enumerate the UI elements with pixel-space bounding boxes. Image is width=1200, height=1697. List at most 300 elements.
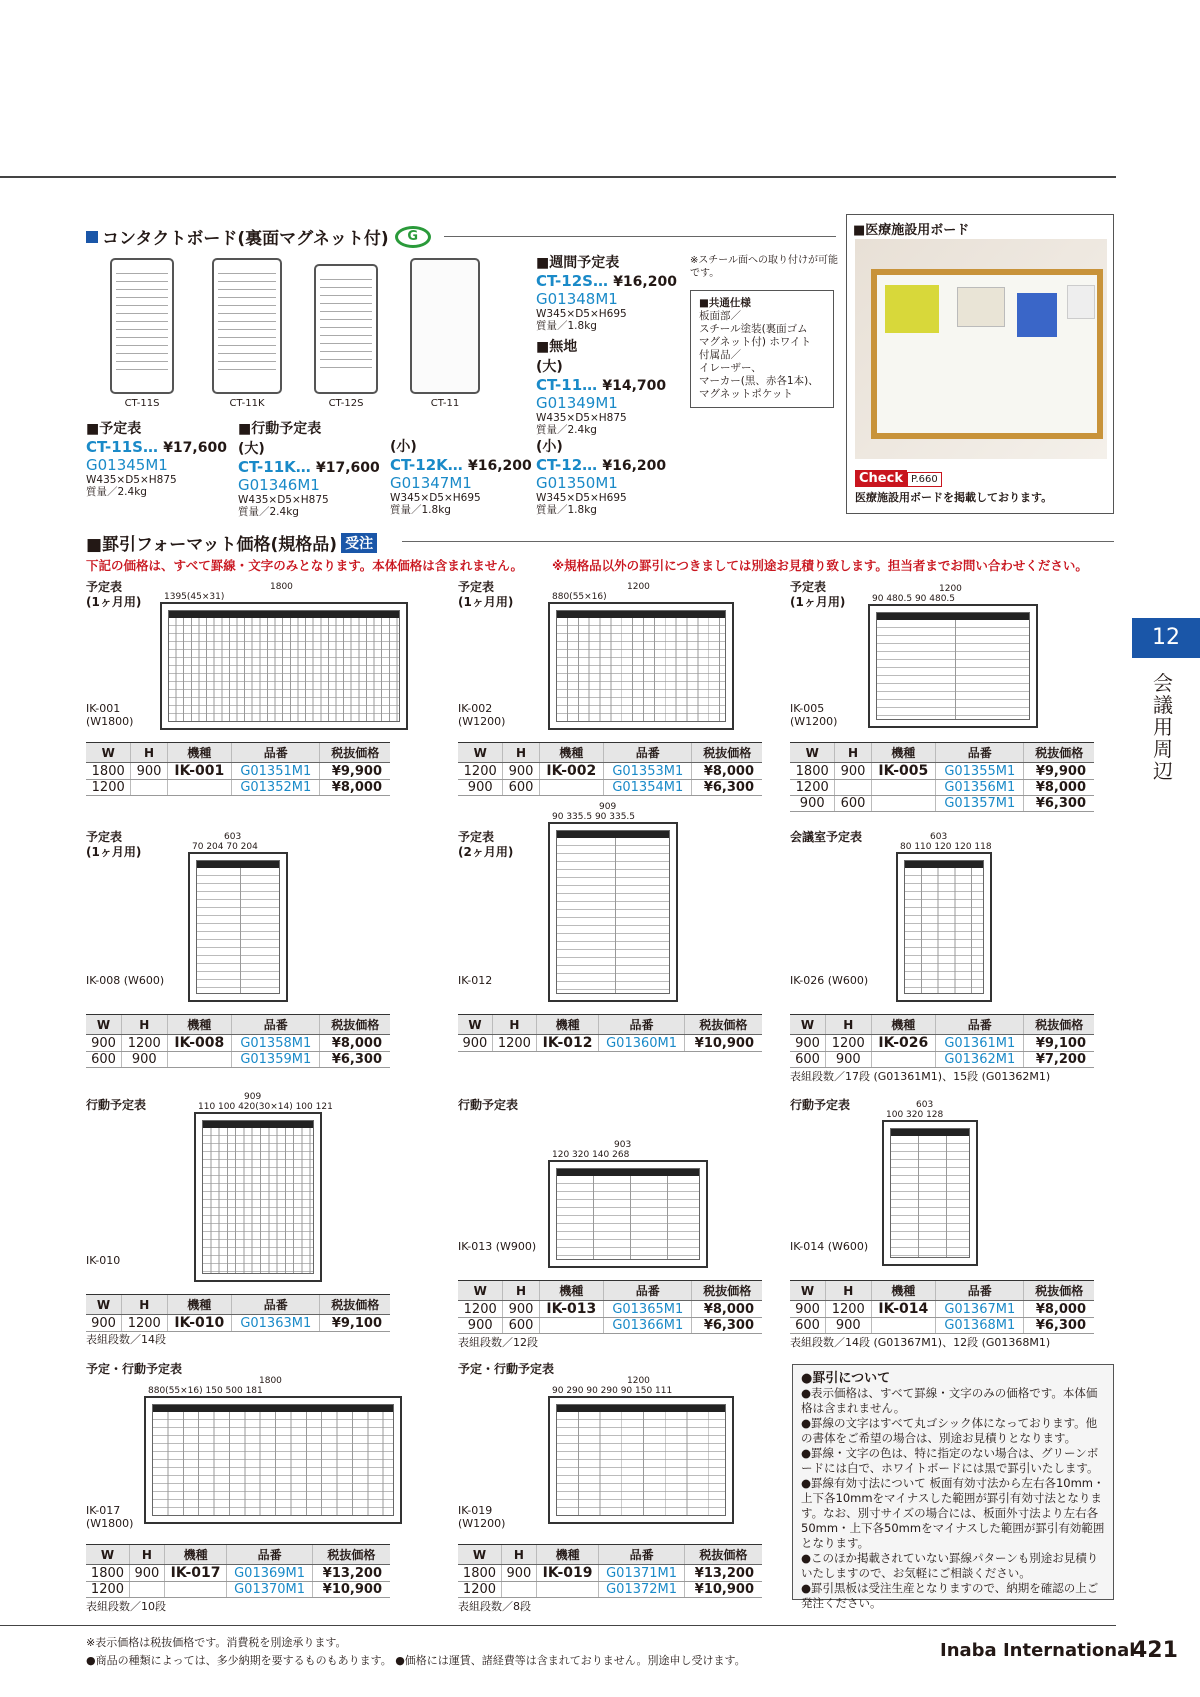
product-ct-11s: ■予定表 CT-11S… ¥17,600 G01345M1 W435×D5×H875 質量／2.4kg	[86, 421, 227, 498]
table-row	[458, 1565, 762, 1582]
table-header: 品番	[232, 1295, 320, 1315]
table-cell: 1200	[458, 763, 503, 780]
dimension-detail: 120 320 140 268	[552, 1150, 630, 1160]
table-header: H	[826, 1281, 871, 1301]
table-cell: G01372M1	[599, 1582, 685, 1598]
table-cell	[501, 1582, 536, 1598]
format-header-bar	[877, 613, 1029, 620]
table-cell: 1800	[86, 763, 131, 780]
order-badge: 受注	[341, 533, 377, 553]
format-board	[160, 602, 408, 730]
table-cell: ¥9,100	[320, 1315, 390, 1332]
table-cell: 1200	[492, 1035, 536, 1052]
table-cell: ¥8,000	[1024, 1301, 1094, 1318]
table-row-count-note: 表組段数／14段 (G01367M1)、12段 (G01368M1)	[790, 1336, 1051, 1349]
table-cell: G01356M1	[936, 780, 1024, 796]
table-cell: ¥13,200	[312, 1565, 390, 1582]
table-cell: 600	[790, 1052, 826, 1068]
table-header: W	[790, 1015, 826, 1035]
table-cell: 600	[503, 1318, 539, 1334]
table-cell: ¥6,300	[320, 1052, 390, 1068]
table-row	[86, 780, 390, 796]
table-row	[790, 1301, 1094, 1318]
table-header: 機種	[539, 1281, 604, 1301]
dimension-detail: 880(55×16)	[552, 592, 607, 602]
check-page-ref: P.660	[907, 472, 942, 487]
table-header: 税抜価格	[320, 1015, 390, 1035]
table-cell: ¥10,900	[312, 1582, 390, 1598]
table-row	[790, 1052, 1094, 1068]
table-cell: 900	[129, 1565, 164, 1582]
table-header: W	[458, 743, 503, 763]
table-row	[86, 1052, 390, 1068]
section-rule	[444, 236, 836, 237]
format-header-bar	[557, 1169, 699, 1176]
dimension-detail: 80 110 120 120 118	[900, 842, 992, 852]
table-cell: 900	[458, 1318, 503, 1334]
format-grid-area	[876, 612, 1030, 720]
notice-box	[792, 1364, 1114, 1610]
board-ct-12s	[314, 264, 378, 394]
table-header: W	[790, 1281, 826, 1301]
table-cell: 900	[458, 1035, 492, 1052]
table-cell: G01361M1	[936, 1035, 1024, 1052]
board-ct-11s	[110, 258, 174, 394]
table-cell: G01368M1	[936, 1318, 1024, 1334]
price-table	[458, 742, 762, 796]
table-cell: G01371M1	[599, 1565, 685, 1582]
table-cell: G01369M1	[227, 1565, 313, 1582]
footer-note-1: ※表示価格は税抜価格です。消費税を別途承ります。	[86, 1636, 347, 1649]
dimension-detail: 100 320 128	[886, 1110, 944, 1120]
table-cell: ¥8,000	[692, 1301, 762, 1318]
price-table	[86, 1294, 390, 1332]
price-table	[86, 1014, 390, 1068]
table-header: H	[129, 1545, 164, 1565]
table-header: 品番	[936, 1015, 1024, 1035]
table-header: W	[86, 1295, 122, 1315]
table-cell: 900	[503, 1301, 539, 1318]
table-cell: ¥8,000	[1024, 780, 1094, 796]
table-cell: G01357M1	[936, 796, 1024, 812]
table-cell: G01352M1	[232, 780, 320, 796]
price-table	[790, 1014, 1094, 1068]
table-cell: IK-010	[167, 1315, 232, 1332]
table-cell	[871, 796, 936, 812]
dimension-width: 909	[599, 802, 617, 812]
chapter-label: 会議用周辺	[1153, 671, 1173, 783]
table-header: H	[503, 1281, 539, 1301]
table-cell: 900	[86, 1035, 122, 1052]
dimension-detail: 90 335.5 90 335.5	[552, 812, 636, 822]
dimension-width: 1200	[627, 582, 650, 592]
spec-line: マーカー(黒、赤各1本)、	[699, 375, 819, 387]
format-header-bar	[169, 611, 399, 618]
spec-line: スチール塗装(裏面ゴム	[699, 323, 808, 335]
format-grid	[197, 868, 279, 993]
spec-line: 板面部／	[699, 310, 741, 322]
chart-title: 予定表 (1ヶ月用)	[458, 580, 514, 609]
table-header: 税抜価格	[684, 1545, 762, 1565]
table-cell: 900	[835, 763, 871, 780]
table-cell: 1800	[790, 763, 835, 780]
table-header: 品番	[604, 1281, 692, 1301]
format-grid	[169, 618, 399, 721]
notice-item: ●罫線・文字の色は、特に指定のない場合は、グリーンボードには白で、ホワイトボードには黒で罫引いたします。	[801, 1446, 1099, 1475]
table-header: H	[122, 1295, 167, 1315]
table-header: 税抜価格	[320, 1295, 390, 1315]
table-header: W	[458, 1545, 501, 1565]
dimension-width: 903	[614, 1140, 632, 1150]
table-header: W	[790, 743, 835, 763]
common-spec-title: ■共通仕様	[699, 297, 751, 309]
table-cell: G01359M1	[232, 1052, 320, 1068]
chart-model-label: IK-012	[458, 974, 493, 987]
dimension-width: 1800	[270, 582, 293, 592]
chart-title: 予定・行動予定表	[86, 1362, 183, 1376]
brand-name: Inaba International	[940, 1640, 1136, 1661]
table-header: W	[86, 1015, 122, 1035]
table-row-count-note: 表組段数／10段	[86, 1600, 166, 1613]
price-table	[458, 1280, 762, 1334]
check-link[interactable]	[855, 467, 942, 486]
table-header: 品番	[232, 1015, 320, 1035]
table-cell: IK-013	[539, 1301, 604, 1318]
table-cell: 1200	[790, 780, 835, 796]
chart-title: 予定表 (1ヶ月用)	[790, 580, 846, 609]
table-header: H	[131, 743, 167, 763]
table-cell: G01360M1	[599, 1035, 685, 1052]
table-cell: 900	[122, 1052, 167, 1068]
product-plain: ■無地 (大) CT-11… ¥14,700 G01349M1 W435×D5×H875 質量／2.4kg (小) CT-12… ¥16,200 G01350M1 W345×D5×H695 質量／1.8kg	[536, 339, 667, 516]
table-header: W	[458, 1015, 492, 1035]
format-grid-area	[556, 1168, 700, 1260]
table-cell: 900	[790, 1301, 826, 1318]
table-header: W	[86, 1545, 129, 1565]
price-note: 下記の価格は、すべて罫線・文字のみとなります。本体価格は含まれません。	[86, 558, 524, 573]
board-label: CT-11K	[229, 398, 265, 409]
table-cell: 1200	[122, 1315, 167, 1332]
table-header: W	[458, 1281, 503, 1301]
table-header: 機種	[167, 743, 232, 763]
section-rule	[402, 541, 1114, 542]
table-row-count-note: 表組段数／14段	[86, 1333, 166, 1346]
section-format-title	[86, 530, 377, 555]
format-header-bar	[905, 861, 983, 868]
table-cell	[835, 780, 871, 796]
format-header-bar	[153, 1405, 393, 1412]
medical-board-photo	[855, 239, 1107, 459]
table-cell: ¥9,900	[1024, 763, 1094, 780]
board-label: CT-11	[430, 398, 460, 409]
table-cell: G01351M1	[232, 763, 320, 780]
table-row	[458, 1318, 762, 1334]
table-row	[790, 796, 1094, 812]
chart-title: 会議室予定表	[790, 830, 863, 844]
table-row	[86, 1035, 390, 1052]
table-row-count-note: 表組段数／12段	[458, 1336, 538, 1349]
table-row	[86, 1565, 390, 1582]
table-cell: 1800	[458, 1565, 501, 1582]
table-cell: IK-001	[167, 763, 232, 780]
table-cell: 900	[86, 1315, 122, 1332]
format-grid-area	[152, 1404, 394, 1516]
table-header: 税抜価格	[692, 743, 762, 763]
table-cell	[131, 780, 167, 796]
square-bullet-icon	[86, 231, 98, 243]
format-header-bar	[891, 1129, 969, 1136]
table-row	[790, 1035, 1094, 1052]
table-row	[458, 1035, 762, 1052]
chart-model-label: IK-019 (W1200)	[458, 1504, 506, 1530]
page-number: 421	[1132, 1638, 1178, 1663]
table-header: 品番	[599, 1545, 685, 1565]
chapter-tab[interactable]: 12	[1132, 618, 1200, 658]
table-cell: ¥9,100	[1024, 1035, 1094, 1052]
table-cell: G01365M1	[604, 1301, 692, 1318]
custom-note: ※規格品以外の罫引につきましては別途お見積り致します。担当者までお問い合わせください。	[552, 558, 1088, 573]
table-cell: G01370M1	[227, 1582, 313, 1598]
medical-caption: 医療施設用ボードを掲載しております。	[855, 491, 1053, 504]
format-grid	[153, 1412, 393, 1515]
table-header: 税抜価格	[692, 1281, 762, 1301]
table-cell: IK-019	[536, 1565, 598, 1582]
table-row	[86, 1315, 390, 1332]
table-header: 税抜価格	[1024, 1015, 1094, 1035]
price-table	[458, 1014, 762, 1052]
format-board	[882, 1120, 978, 1266]
section-title-text: ■罫引フォーマット価格(規格品)	[86, 535, 338, 555]
table-cell: ¥6,300	[1024, 796, 1094, 812]
table-cell: G01367M1	[936, 1301, 1024, 1318]
format-header-bar	[203, 1121, 313, 1128]
table-row-count-note: 表組段数／8段	[458, 1600, 531, 1613]
table-cell	[167, 1052, 232, 1068]
dimension-detail: 880(55×16) 150 500 181	[148, 1386, 263, 1396]
table-cell: 900	[501, 1565, 536, 1582]
format-header-bar	[557, 831, 669, 838]
green-purchase-mark-icon: G	[395, 226, 431, 248]
dimension-detail: 70 204 70 204	[192, 842, 258, 852]
format-board	[868, 604, 1038, 728]
dimension-detail: 90 290 90 290 90 150 111	[552, 1386, 673, 1396]
table-cell: G01353M1	[604, 763, 692, 780]
chart-model-label: IK-005 (W1200)	[790, 702, 838, 728]
board-ct-11k	[212, 258, 282, 394]
price-table	[86, 1544, 390, 1598]
table-cell: ¥8,000	[320, 780, 390, 796]
notice-title: ●罫引について	[801, 1371, 891, 1386]
medical-board-box	[846, 214, 1114, 514]
chart-title: 予定表 (1ヶ月用)	[86, 830, 142, 859]
table-header: 機種	[167, 1295, 232, 1315]
dimension-detail: 1395(45×31)	[164, 592, 225, 602]
table-cell: ¥7,200	[1024, 1052, 1094, 1068]
table-cell: G01363M1	[232, 1315, 320, 1332]
format-board	[548, 1396, 734, 1524]
format-board	[188, 852, 288, 1002]
chart-title: 行動予定表	[86, 1098, 147, 1112]
table-header: 税抜価格	[1024, 743, 1094, 763]
price-table	[458, 1544, 762, 1598]
chart-model-label: IK-014 (W600)	[790, 1240, 869, 1253]
dimension-width: 909	[244, 1092, 262, 1102]
table-row	[458, 1301, 762, 1318]
common-spec-box	[690, 290, 834, 408]
spec-line: 付属品／	[699, 349, 741, 361]
spec-line: マグネット付) ホワイト	[699, 336, 812, 348]
format-board	[548, 1160, 708, 1268]
table-cell: ¥8,000	[320, 1035, 390, 1052]
dimension-detail: 90 480.5 90 480.5	[872, 594, 956, 604]
table-cell: ¥9,900	[320, 763, 390, 780]
section-contact-board-title	[86, 224, 431, 249]
table-row	[458, 780, 762, 796]
format-board	[144, 1396, 402, 1524]
table-header: H	[835, 743, 871, 763]
format-grid-area	[890, 1128, 970, 1258]
table-row	[790, 780, 1094, 796]
table-header: 機種	[871, 1015, 936, 1035]
chart-model-label: IK-026 (W600)	[790, 974, 869, 987]
table-cell: 900	[826, 1052, 871, 1068]
notice-item: ●罫引黒板は受注生産となりますので、納期を確認の上ご発注ください。	[801, 1581, 1099, 1610]
table-cell	[871, 1318, 936, 1334]
dimension-width: 1800	[259, 1376, 282, 1386]
table-header: 品番	[227, 1545, 313, 1565]
table-header: 機種	[536, 1545, 598, 1565]
table-cell: 600	[835, 796, 871, 812]
board-label: CT-12S	[328, 398, 364, 409]
table-header: W	[86, 743, 131, 763]
format-board	[896, 852, 992, 1002]
table-cell: 1800	[86, 1565, 129, 1582]
chart-model-label: IK-002 (W1200)	[458, 702, 506, 728]
format-grid-area	[196, 860, 280, 994]
dimension-width: 603	[224, 832, 242, 842]
notice-item: ●このほか掲載されていない罫線パターンも別途お見積りいたしますので、お気軽にご相談ください。	[801, 1551, 1099, 1580]
table-cell: 900	[826, 1318, 871, 1334]
table-cell: G01362M1	[936, 1052, 1024, 1068]
top-rule	[0, 176, 1116, 178]
table-cell: ¥6,300	[1024, 1318, 1094, 1334]
product-ct-12k: (小) CT-12K… ¥16,200 G01347M1 W345×D5×H695 質量／1.8kg	[390, 439, 532, 516]
table-cell: 1200	[122, 1035, 167, 1052]
table-header: 品番	[599, 1015, 685, 1035]
board-label: CT-11S	[124, 398, 160, 409]
table-cell: IK-026	[871, 1035, 936, 1052]
table-header: 機種	[167, 1015, 232, 1035]
notice-item: ●表示価格は、すべて罫線・文字のみの価格です。本体価格は含まれません。	[801, 1386, 1098, 1415]
table-cell: IK-005	[871, 763, 936, 780]
price-table	[790, 1280, 1094, 1334]
table-header: H	[501, 1545, 536, 1565]
chart-title: 行動予定表	[790, 1098, 851, 1112]
table-cell: G01355M1	[936, 763, 1024, 780]
format-grid	[557, 1412, 725, 1515]
table-header: 税抜価格	[320, 743, 390, 763]
table-cell: 1200	[458, 1301, 503, 1318]
format-grid-area	[556, 830, 670, 994]
table-cell: 1200	[826, 1035, 871, 1052]
format-grid-area	[202, 1120, 314, 1274]
section-title-text: コンタクトボード(裏面マグネット付)	[102, 229, 389, 249]
table-header: H	[492, 1015, 536, 1035]
table-cell: ¥6,300	[692, 1318, 762, 1334]
table-cell: ¥13,200	[684, 1565, 762, 1582]
chart-model-label: IK-008 (W600)	[86, 974, 165, 987]
table-cell: 900	[790, 1035, 826, 1052]
dimension-width: 1200	[939, 584, 962, 594]
format-board	[548, 602, 734, 730]
notice-item: ●罫線の文字はすべて丸ゴシック体になっております。他の書体をご希望の場合は、別途お見積りとなります。	[801, 1416, 1098, 1445]
chart-title: 予定表 (2ヶ月用)	[458, 830, 514, 859]
medical-title: ■医療施設用ボード	[853, 223, 970, 238]
table-header: 機種	[164, 1545, 226, 1565]
table-header: 機種	[536, 1015, 598, 1035]
table-cell: 600	[503, 780, 539, 796]
table-cell: 1200	[458, 1582, 501, 1598]
format-grid	[557, 618, 725, 721]
format-board	[194, 1112, 322, 1282]
chart-model-label: IK-001 (W1800)	[86, 702, 134, 728]
chart-model-label: IK-010	[86, 1254, 121, 1267]
format-grid-area	[556, 1404, 726, 1516]
format-grid	[203, 1128, 313, 1273]
format-header-bar	[557, 1405, 725, 1412]
table-cell	[129, 1582, 164, 1598]
table-header: 品番	[936, 1281, 1024, 1301]
table-header: 品番	[936, 743, 1024, 763]
board-ct-11	[410, 258, 480, 394]
spec-line: イレーザー、	[699, 362, 762, 374]
price-table	[790, 742, 1094, 812]
chart-model-label: IK-013 (W900)	[458, 1240, 537, 1253]
format-grid	[905, 868, 983, 993]
table-cell: ¥10,900	[684, 1035, 762, 1052]
table-row	[86, 763, 390, 780]
table-cell: 600	[86, 1052, 122, 1068]
notice-item: ●罫線有効寸法について 板面有効寸法から左右各10mm・上下各10mmをマイナスした範囲が罫引有効寸法となります。なお、別寸サイズの場合には、板面外寸法より左右各50mm・上下各50mmをマイナスした範囲が罫引有効範囲となります。	[801, 1476, 1105, 1550]
table-row	[458, 763, 762, 780]
dimension-width: 1200	[627, 1376, 650, 1386]
table-cell: 600	[790, 1318, 826, 1334]
table-cell: IK-002	[539, 763, 604, 780]
format-grid-area	[556, 610, 726, 722]
chart-title: 行動予定表	[458, 1098, 519, 1112]
table-row-count-note: 表組段数／17段 (G01361M1)、15段 (G01362M1)	[790, 1070, 1051, 1083]
format-grid	[891, 1136, 969, 1257]
table-cell	[164, 1582, 226, 1598]
format-grid	[557, 838, 669, 993]
format-grid-area	[168, 610, 400, 722]
footer-note-2: ●商品の種類によっては、多少納期を要するものもあります。 ●価格には運賃、諸経費等は含まれておりません。別途申し受けます。	[86, 1654, 746, 1667]
table-cell: IK-008	[167, 1035, 232, 1052]
table-cell: 900	[790, 796, 835, 812]
spec-line: マグネットポケット	[699, 388, 793, 400]
chart-title: 予定表 (1ヶ月用)	[86, 580, 142, 609]
table-row	[86, 1582, 390, 1598]
table-cell: IK-012	[536, 1035, 598, 1052]
table-cell	[167, 780, 232, 796]
table-header: H	[826, 1015, 871, 1035]
dimension-detail: 110 100 420(30×14) 100 121	[198, 1102, 333, 1112]
dimension-width: 603	[916, 1100, 934, 1110]
table-cell: ¥10,900	[684, 1582, 762, 1598]
table-cell: G01366M1	[604, 1318, 692, 1334]
table-row	[458, 1582, 762, 1598]
table-cell	[539, 780, 604, 796]
